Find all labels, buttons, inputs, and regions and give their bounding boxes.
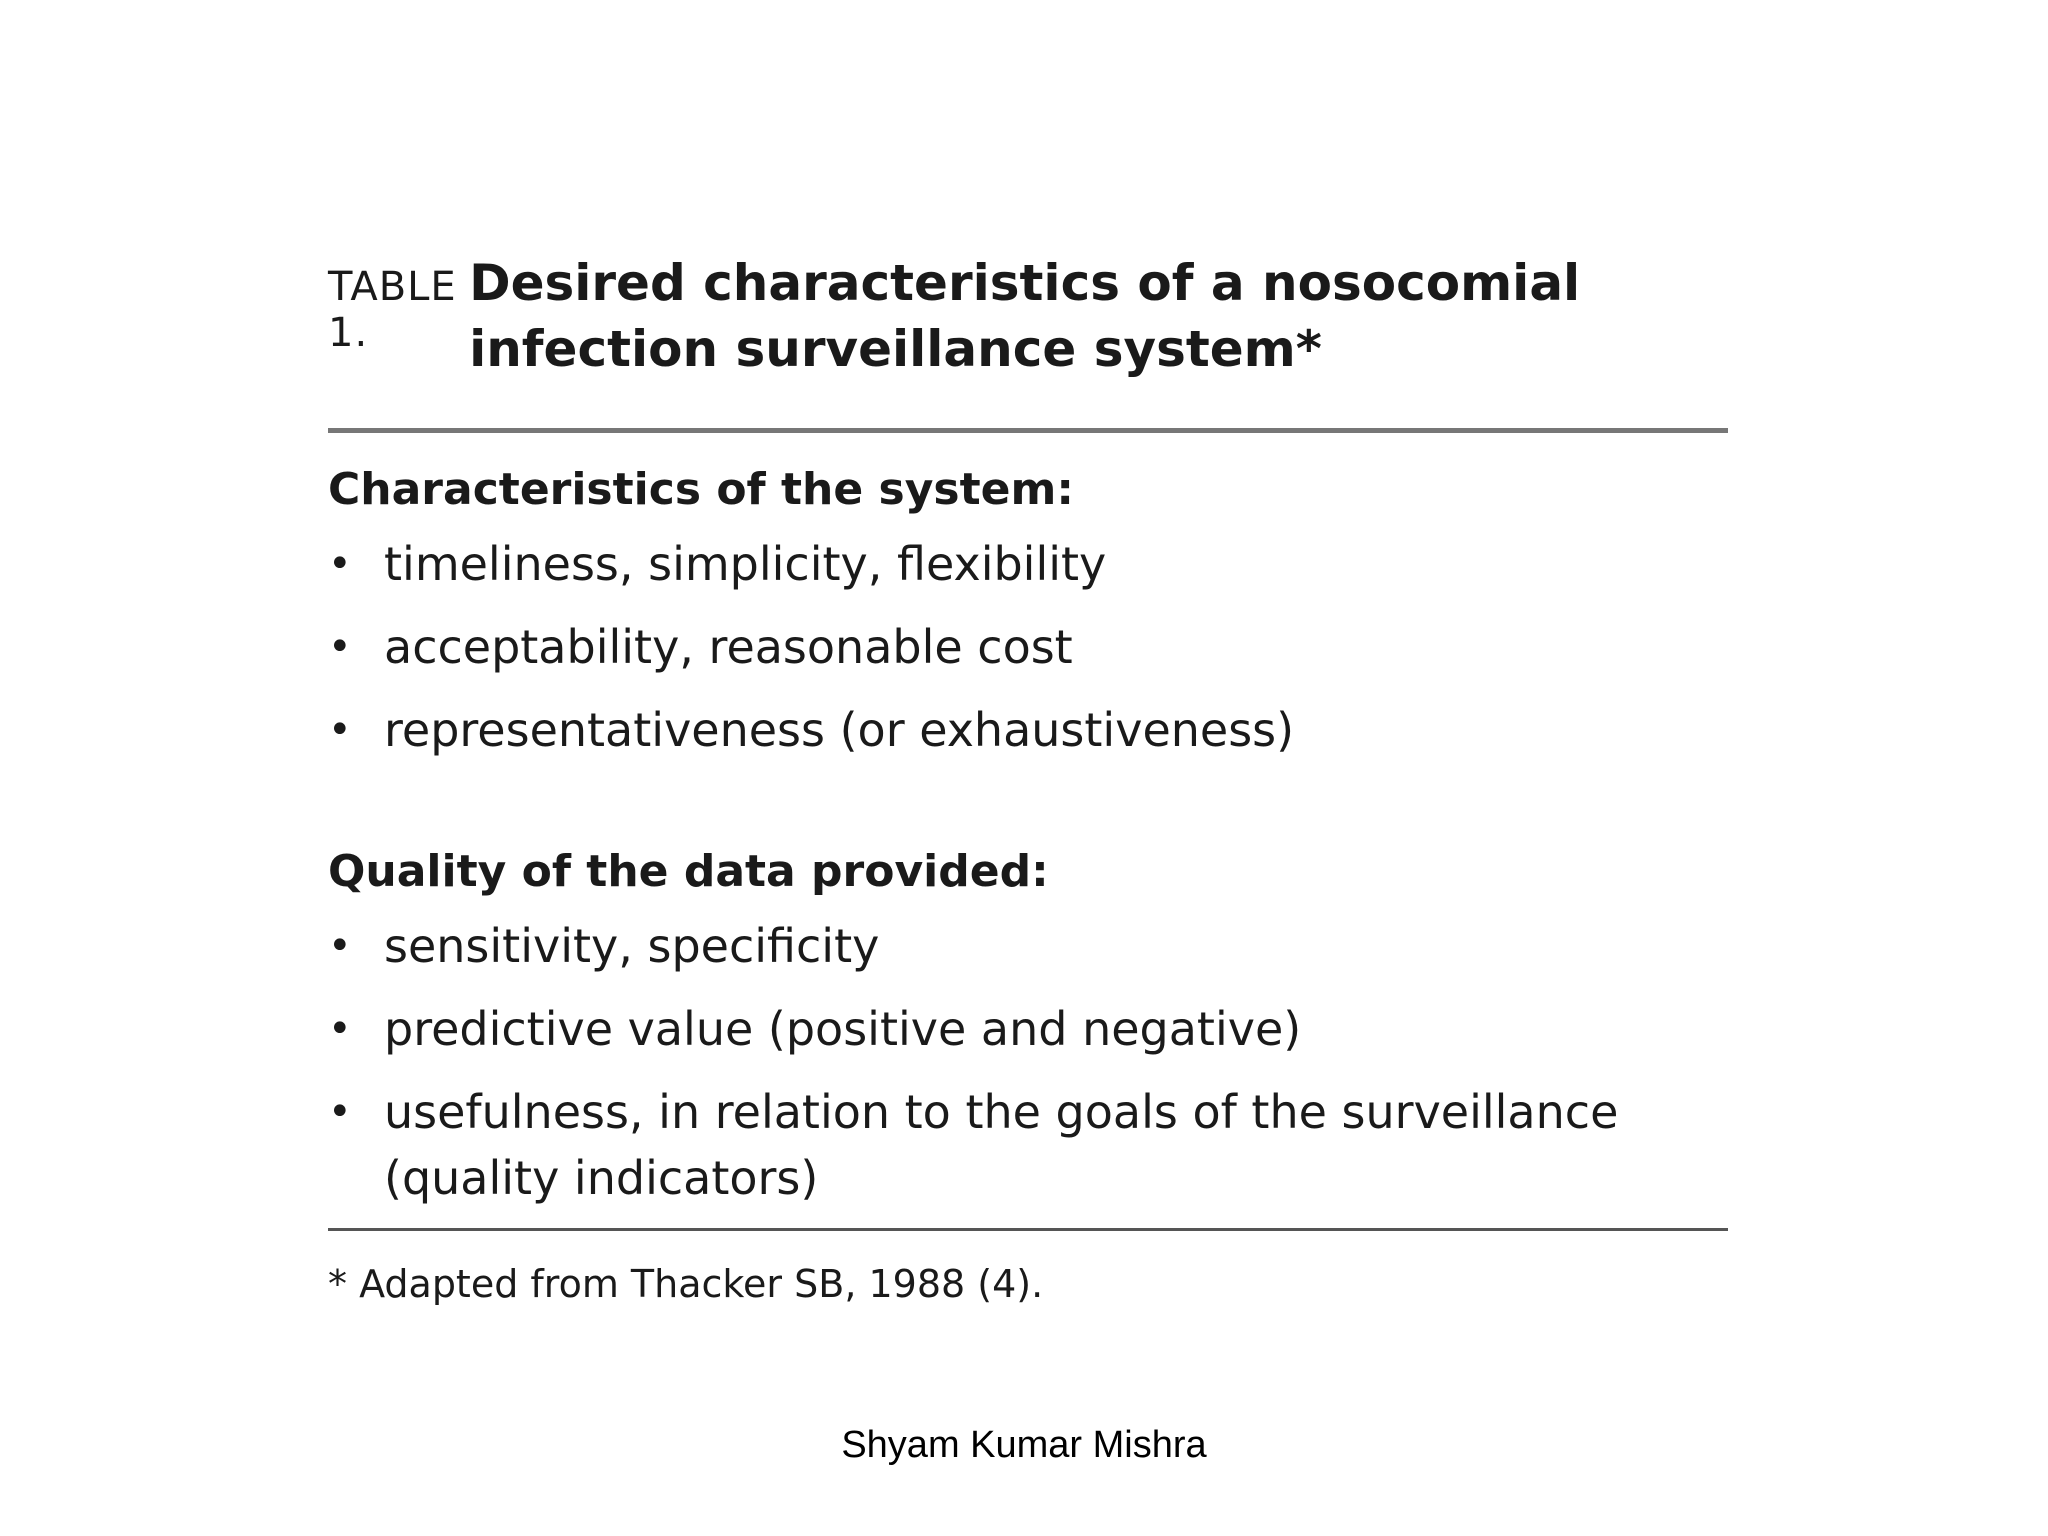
- section-heading-data-quality: Quality of the data provided:: [328, 846, 1049, 897]
- list-item: [328, 996, 1728, 1062]
- data-quality-list: [328, 913, 1728, 1211]
- bullet-icon: •: [328, 541, 352, 587]
- bottom-rule: [328, 1228, 1728, 1231]
- table-caption: [328, 250, 1728, 382]
- list-item: [328, 913, 1728, 979]
- list-item: [328, 697, 1728, 763]
- list-item-text: timeliness, simplicity, flexibility: [384, 537, 1107, 591]
- table-title: Desired characteristics of a nosocomial infection surveillance system*: [469, 254, 1581, 378]
- bullet-icon: •: [328, 1089, 352, 1135]
- list-item-text: representativeness (or exhaustiveness): [384, 703, 1295, 757]
- list-item-text: usefulness, in relation to the goals of the surveillance (quality indicators): [384, 1085, 1619, 1205]
- bullet-icon: •: [328, 923, 352, 969]
- author-credit: Shyam Kumar Mishra: [841, 1424, 1207, 1466]
- list-item: [328, 614, 1728, 680]
- top-rule: [328, 428, 1728, 433]
- bullet-icon: •: [328, 1006, 352, 1052]
- bullet-icon: •: [328, 624, 352, 670]
- list-item-text: predictive value (positive and negative): [384, 1002, 1302, 1056]
- table-figure: [328, 250, 1728, 1309]
- list-item-text: acceptability, reasonable cost: [384, 620, 1073, 674]
- list-item-text: sensitivity, specificity: [384, 919, 880, 973]
- list-item: [328, 531, 1728, 597]
- list-item: [328, 1079, 1728, 1211]
- table-footnote: * Adapted from Thacker SB, 1988 (4).: [328, 1262, 1044, 1306]
- table-label: TABLE 1.: [328, 264, 457, 356]
- section-heading-system: Characteristics of the system:: [328, 464, 1074, 515]
- system-characteristics-list: [328, 531, 1728, 763]
- bullet-icon: •: [328, 707, 352, 753]
